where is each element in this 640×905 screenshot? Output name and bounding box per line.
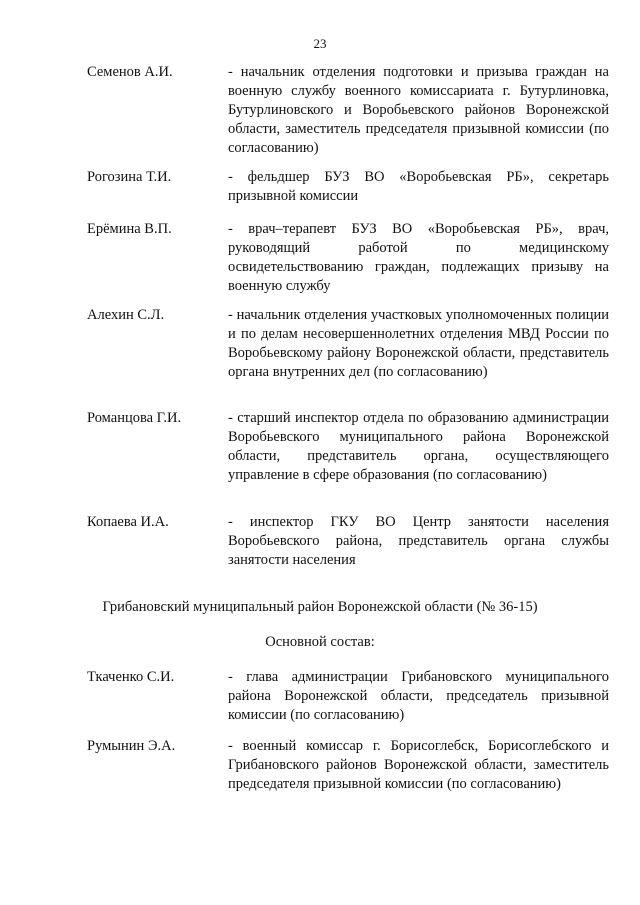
member-role: - фельдшер БУЗ ВО «Воробьевская РБ», секретарь призывной комиссии bbox=[228, 169, 609, 204]
member-role: - военный комиссар г. Борисоглебск, Борисоглебского и Грибановского районов Воронежской области, заместитель председателя призывной комиссии (по согласованию) bbox=[228, 738, 609, 792]
section-subheading: Основной состав: bbox=[265, 634, 375, 650]
member-role: - врач–терапевт БУЗ ВО «Воробьевская РБ», врач, руководящий работой по медицинскому освидетельствованию граждан, подлежащих призыву на военную службу bbox=[228, 221, 609, 294]
member-name: Романцова Г.И. bbox=[87, 410, 182, 426]
page-number: 23 bbox=[313, 36, 327, 51]
member-name: Семенов А.И. bbox=[87, 64, 173, 80]
member-name: Ерёмина В.П. bbox=[87, 221, 172, 237]
member-role: - глава администрации Грибановского муниципального района Воронежской области, председатель призывной комиссии (по согласованию) bbox=[228, 669, 609, 723]
member-name: Копаева И.А. bbox=[87, 514, 169, 530]
member-role: - старший инспектор отдела по образованию администрации Воробьевского муниципального района Воронежской области, представитель органа, осуществляющего управление в сфере образования (по согласованию) bbox=[228, 410, 609, 483]
member-role: - начальник отделения участковых уполномоченных полиции и по делам несовершеннолетних отделения МВД России по Воробьевскому району Воронежской области, представитель органа внутренних дел (по согласованию) bbox=[228, 307, 609, 380]
section-heading: Грибановский муниципальный район Воронежской области (№ 36-15) bbox=[102, 599, 538, 615]
member-name: Румынин Э.А. bbox=[87, 738, 176, 754]
member-role: - инспектор ГКУ ВО Центр занятости населения Воробьевского района, представитель органа службы занятости населения bbox=[228, 514, 609, 568]
member-name: Ткаченко С.И. bbox=[87, 669, 175, 685]
member-name: Рогозина Т.И. bbox=[87, 169, 172, 185]
member-role: - начальник отделения подготовки и призыва граждан на военную службу военного комиссариата г. Бутурлиновка, Бутурлиновского и Воробьевского районов Воронежской области, заместитель председателя призывной комиссии (по согласованию) bbox=[228, 64, 609, 156]
member-name: Алехин С.Л. bbox=[87, 307, 165, 323]
